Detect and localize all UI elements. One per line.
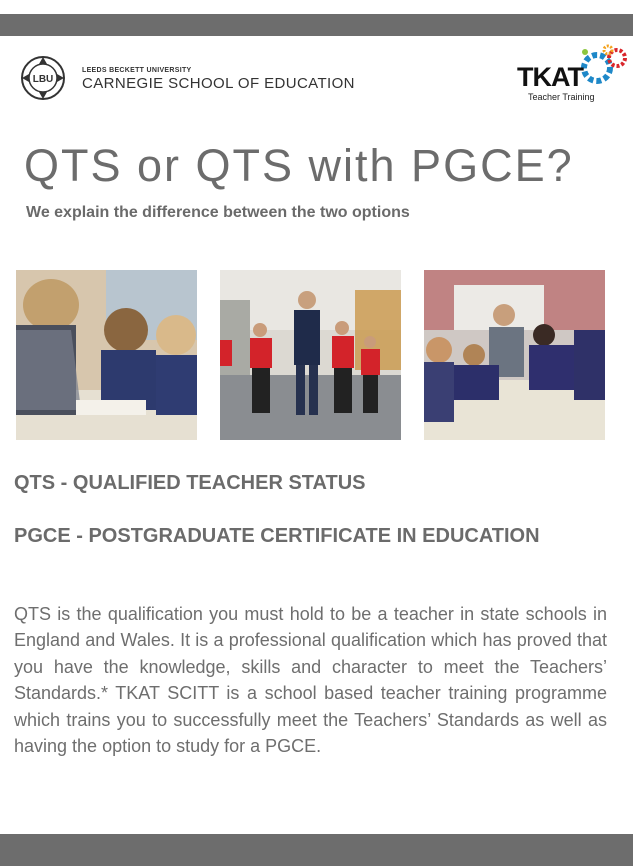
tkat-subtitle: Teacher Training [528, 92, 595, 102]
body-paragraph: QTS is the qualification you must hold to be a teacher in state schools in England and Wales. It is a professional qualification which has proved that you have the knowledge, skills and character to meet the Teachers’ Standards.* TKAT SCITT is a school based teacher training programme which trains you to successfully meet the Teachers’ Standards as well as having the option to study for a PGCE. [14, 604, 607, 757]
page-title: QTS or QTS with PGCE? [24, 140, 574, 191]
school-branding [82, 66, 355, 93]
bottom-bar [0, 834, 633, 866]
lbu-mark: LBU [32, 74, 54, 85]
classroom-students-writing-photo [16, 270, 197, 440]
tkat-wordmark: TKAT [517, 62, 583, 92]
top-bar [0, 14, 633, 36]
page-subtitle: We explain the difference between the two options [26, 204, 410, 221]
teacher-walking-with-pupils-photo [220, 270, 401, 440]
students-group-work-photo [424, 270, 605, 440]
school-name: CARNEGIE SCHOOL OF EDUCATION [82, 75, 355, 92]
tkat-logo [517, 44, 629, 106]
qts-heading: QTS - QUALIFIED TEACHER STATUS [14, 472, 366, 494]
university-name: LEEDS BECKETT UNIVERSITY [82, 67, 192, 74]
pgce-heading: PGCE - POSTGRADUATE CERTIFICATE IN EDUCATION [14, 525, 540, 547]
gears-icon [575, 44, 629, 88]
lbu-crest-logo [20, 55, 66, 101]
